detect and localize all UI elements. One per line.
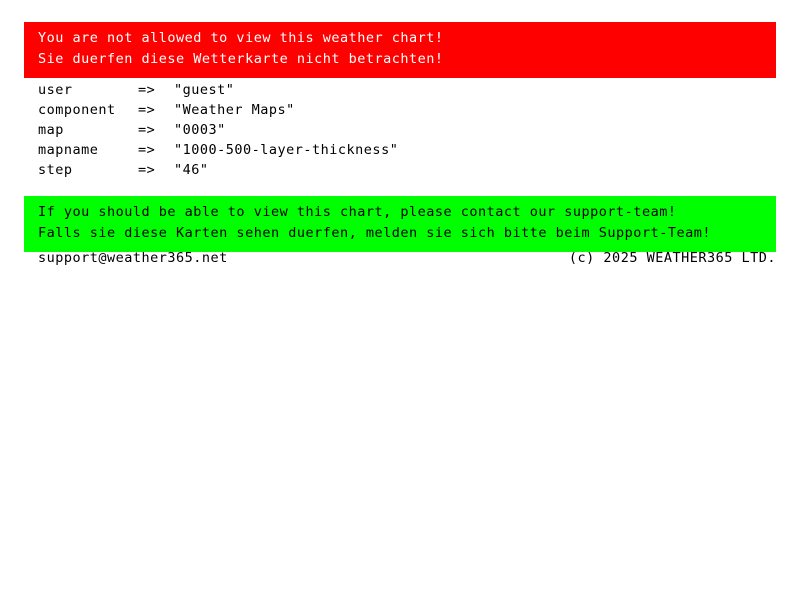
param-key-mapname: mapname bbox=[38, 142, 99, 158]
param-key-component: component bbox=[38, 102, 116, 118]
footer bbox=[38, 250, 776, 266]
info-banner bbox=[24, 196, 776, 252]
table-row bbox=[38, 160, 398, 180]
param-key-step: step bbox=[38, 162, 73, 178]
parameter-list bbox=[38, 80, 398, 180]
param-value-map: "0003" bbox=[174, 122, 226, 138]
error-banner-line-de: Sie duerfen diese Wetterkarte nicht betrachten! bbox=[38, 50, 444, 67]
error-banner bbox=[24, 22, 776, 78]
param-arrow: => bbox=[138, 102, 156, 118]
param-value-step: "46" bbox=[174, 162, 209, 178]
param-arrow: => bbox=[138, 142, 156, 158]
support-email-link[interactable]: support@weather365.net bbox=[38, 250, 228, 266]
copyright-text: (c) 2025 WEATHER365 LTD. bbox=[568, 250, 776, 266]
info-banner-line-de: Falls sie diese Karten sehen duerfen, melden sie sich bitte beim Support-Team! bbox=[38, 224, 711, 241]
error-banner-line-en: You are not allowed to view this weather chart! bbox=[38, 30, 444, 46]
param-key-user: user bbox=[38, 82, 73, 98]
table-row bbox=[38, 140, 398, 160]
info-banner-line-en: If you should be able to view this chart, please contact our support-team! bbox=[38, 204, 677, 220]
table-row bbox=[38, 80, 398, 100]
param-value-mapname: "1000-500-layer-thickness" bbox=[174, 142, 399, 158]
param-arrow: => bbox=[138, 162, 156, 178]
table-row bbox=[38, 120, 398, 140]
param-value-component: "Weather Maps" bbox=[174, 102, 295, 118]
param-key-map: map bbox=[38, 122, 64, 138]
param-value-user: "guest" bbox=[174, 82, 235, 98]
table-row bbox=[38, 100, 398, 120]
param-arrow: => bbox=[138, 122, 156, 138]
parameter-table bbox=[38, 80, 398, 180]
param-arrow: => bbox=[138, 82, 156, 98]
